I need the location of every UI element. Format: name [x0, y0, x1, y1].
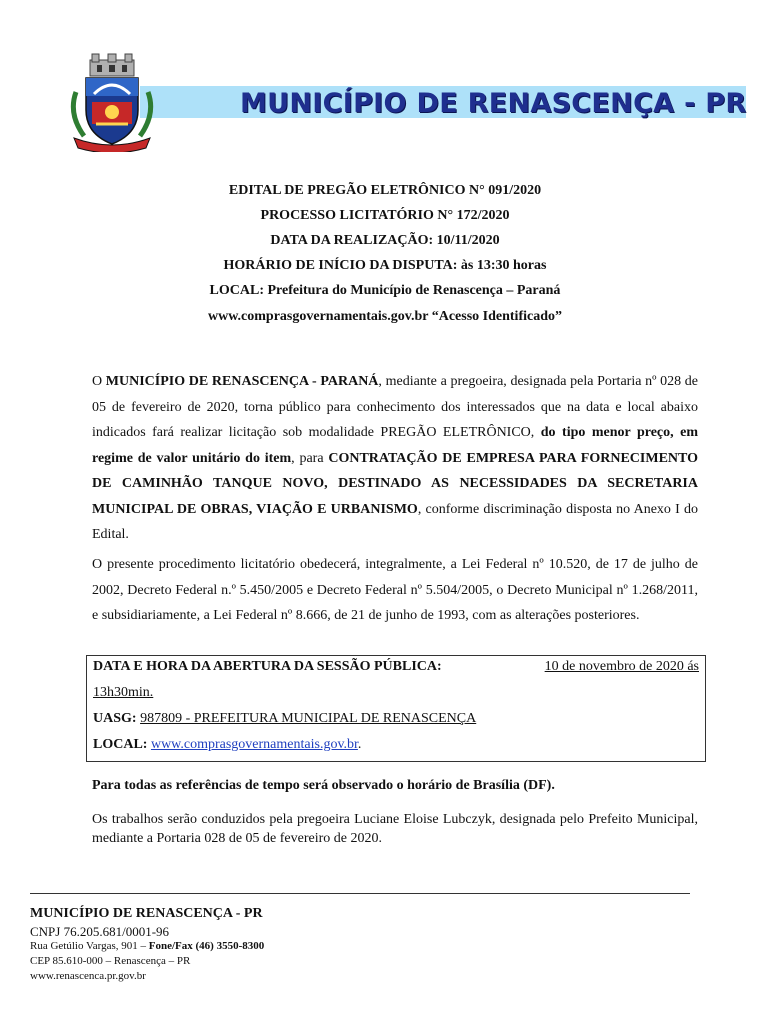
compras-link[interactable]: www.comprasgovernamentais.gov.br	[150, 737, 358, 752]
coat-of-arms-icon	[62, 52, 162, 152]
footer-cep: CEP 85.610-000 – Renascença – PR	[30, 955, 191, 967]
time-reference-note: Para todas as referências de tempo será observado o horário de Brasília (DF).	[92, 778, 555, 793]
local-line: LOCAL: www.comprasgovernamentais.gov.br.	[93, 737, 362, 752]
footer-address: Rua Getúlio Vargas, 901 – Fone/Fax (46) 3550-8300	[30, 940, 265, 952]
footer-cnpj: CNPJ 76.205.681/0001-96	[30, 924, 170, 939]
closing-paragraph: Os trabalhos serão conduzidos pela pregoeira Luciane Eloise Lubczyk, designada pelo Prefeito Municipal, mediante a Portaria 028 de 05 de fevereiro de 2020.	[92, 812, 698, 846]
opening-line: DATA E HORA DA ABERTURA DA SESSÃO PÚBLICA: 10 de novembro de 2020 ás	[93, 659, 699, 674]
dispute-start-time: HORÁRIO DE INÍCIO DA DISPUTA: às 13:30 horas	[223, 258, 547, 273]
header-title: MUNICÍPIO DE RENASCENÇA - PR	[240, 88, 747, 119]
edital-number: EDITAL DE PREGÃO ELETRÔNICO N° 091/2020	[228, 183, 542, 198]
footer-website: www.renascenca.pr.gov.br	[30, 970, 146, 982]
footer-divider	[30, 893, 690, 894]
process-number: PROCESSO LICITATÓRIO N° 172/2020	[260, 208, 510, 223]
opening-time: 13h30min.	[93, 685, 154, 700]
realization-date: DATA DA REALIZAÇÃO: 10/11/2020	[270, 233, 500, 248]
footer-name: MUNICÍPIO DE RENASCENÇA - PR	[30, 906, 263, 921]
uasg-line: UASG: 987809 - PREFEITURA MUNICIPAL DE RENASCENÇA	[93, 711, 477, 726]
location: LOCAL: Prefeitura do Município de Renascença – Paraná	[209, 283, 561, 298]
website-access: www.comprasgovernamentais.gov.br “Acesso Identificado”	[207, 309, 562, 324]
session-info-box	[86, 655, 706, 762]
intro-paragraph: O MUNICÍPIO DE RENASCENÇA - PARANÁ, mediante a pregoeira, designada pela Portaria nº 028 de 05 de fevereiro de 2020, torna público para conhecimento dos interessados que na data e local abaixo indicados fará realizar licitação sob modalidade PREGÃO ELETRÔNICO, do tipo menor preço, em regime de valor unitário do item, para CONTRATAÇÃO DE EMPRESA PARA FORNECIMENTO DE CAMINHÃO TANQUE NOVO, DESTINADO AS NECESSIDADES DA SECRETARIA MUNICIPAL DE OBRAS, VIAÇÃO E URBANISMO, conforme discriminação disposta no Anexo I do Edital.	[92, 374, 699, 542]
legal-paragraph: O presente procedimento licitatório obedecerá, integralmente, a Lei Federal nº 10.520, de 17 de julho de 2002, Decreto Federal n.º 5.450/2005 e Decreto Federal nº 5.504/2005, o Decreto Municipal nº 1.268/2011, e subsidiariamente, a Lei Federal nº 8.666, de 21 de junho de 1993, com as alterações posteriores.	[92, 557, 698, 623]
